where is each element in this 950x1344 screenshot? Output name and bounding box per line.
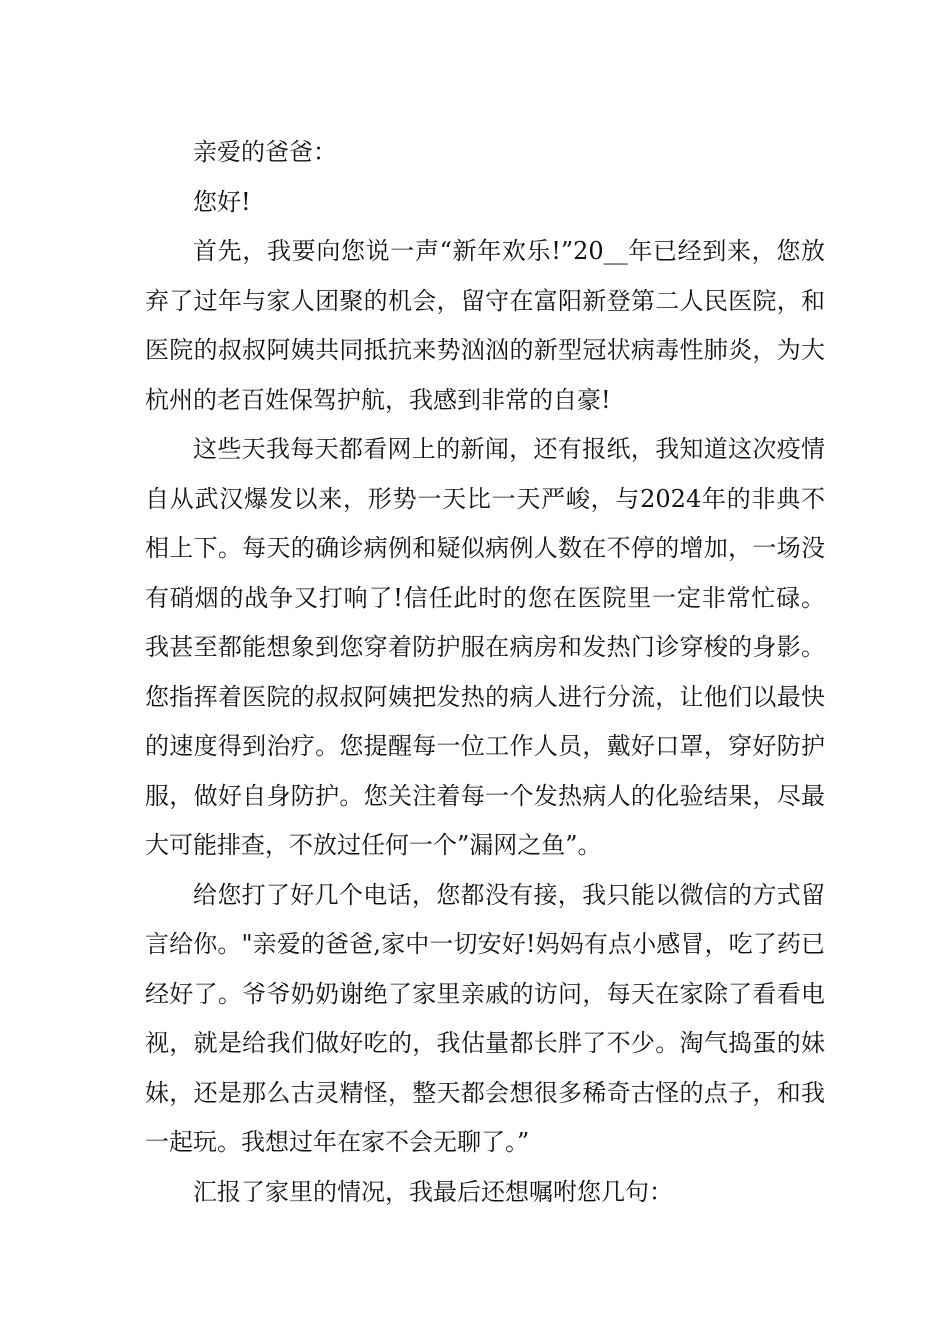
letter-salutation: 亲爱的爸爸： <box>193 138 337 166</box>
letter-paragraph: 这些天我每天都看网上的新闻，还有报纸，我知道这次疫情自从武汉爆发以来，形势一天比一天严峻，与2024年的非典不相上下。每天的确诊病例和疑似病例人数在不停的增加，一场没有硝烟的战争又打响了!信任此时的您在医院里一定非常忙碌。我甚至都能想象到您穿着防护服在病房和发热门诊穿梭的身影。您指挥着医院的叔叔阿姨把发热的病人进行分流，让他们以最快的速度得到治疗。您提醒每一位工作人员，戴好口罩，穿好防护服，做好自身防护。您关注着每一个发热病人的化验结果，尽最大可能排查，不放过任何一个”漏网之鱼”。 <box>145 435 825 859</box>
letter-body <box>145 128 825 1217</box>
letter-paragraph: 首先，我要向您说一声“新年欢乐!”20__年已经到来，您放弃了过年与家人团聚的机会，留守在富阳新登第二人民医院，和医院的叔叔阿姨共同抵抗来势汹汹的新型冠状病毒性肺炎，为大杭州的老百姓保驾护航，我感到非常的自豪! <box>145 237 825 414</box>
letter-paragraph: 给您打了好几个电话，您都没有接，我只能以微信的方式留言给你。"亲爱的爸爸,家中一切安好!妈妈有点小感冒，吃了药已经好了。爷爷奶奶谢绝了家里亲戚的访问，每天在家除了看看电视，就是给我们做好吃的，我估量都长胖了不少。淘气捣蛋的妹妹，还是那么古灵精怪，整天都会想很多稀奇古怪的点子，和我一起玩。我想过年在家不会无聊了。” <box>145 880 825 1156</box>
letter-greeting: 您好! <box>193 187 251 216</box>
letter-paragraph: 汇报了家里的情况，我最后还想嘱咐您几句： <box>193 1177 673 1206</box>
